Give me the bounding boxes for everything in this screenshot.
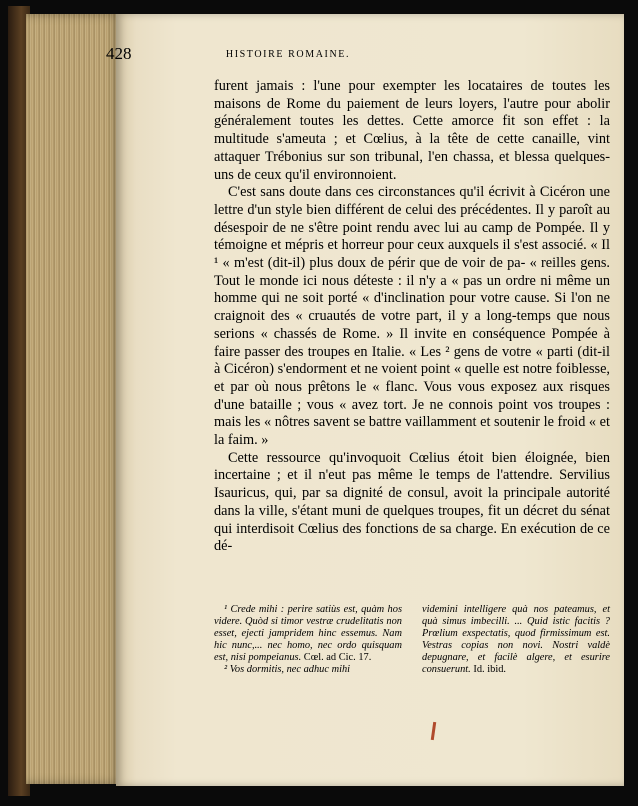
- paragraph: C'est sans doute dans ces circonstances qu'il écrivit à Cicéron une lettre d'un style bien différent de celui des précédentes. Il y paroît au désespoir de ne s'être point rendu avec lui au camp de Pompée. Il y témoigne et mépris et horreur pour ceux auxquels il s'est associé. « Il ¹ « m'est (dit-il) plus doux de périr que de voir de pa- « reilles gens. Tout le monde ici nous déteste : il n'y a « pas un ordre ni même un homme qui ne soit porté « d'inclination pour votre cause. Si l'on ne craignoit des « cruautés de votre part, il y a long-temps que nous serions « chassés de Rome. » Il invite en conséquence Pompée à faire passer des troupes en Italie. « Les ² gens de votre « parti (dit-il à Cicéron) s'endorment et ne voient point « quelle est notre foiblesse, et par où nous prêtons le « flanc. Vous vous exposez aux risques d'une bataille ; vous « avez tort. Je ne connois point vos troupes : mais les « nôtres savent se battre vaillamment et soutenir le froid « et la faim. »: [214, 184, 610, 449]
- running-title: HISTOIRE ROMAINE.: [225, 49, 351, 60]
- footnote-text: ¹ Crede mihi : perire satiùs est, quàm hos videre. Quòd si timor vestræ crudelitatis non esset, ejecti jampridem hinc essemus. Nam hic nunc,... nec homo, nec ordo quisquam est, nisi pompeianus.: [214, 604, 402, 664]
- page-block-edge: [26, 14, 122, 784]
- paragraph: furent jamais : l'une pour exempter les locataires de toutes les maisons de Rome du paiement de leurs loyers, l'autre pour abolir généralement toutes les dettes. Cette amorce fit son effet : la multitude s'ameuta ; et Cœlius, à la tête de cette canaille, vint attaquer Trébonius sur son tribunal, l'en chassa, et blessa quelques-uns de ceux qu'il environnoient.: [214, 78, 610, 183]
- page-number: 428: [106, 44, 132, 63]
- footnote-text: videmini intelligere quà nos pateamus, et quà simus imbecilli. ... Quid istic facitis ? Prœlium exspectatis, quod firmissimum est. Vestras copias non novi. Nostri valdè depugnare, et facilè algere, et esurire consuerunt.: [422, 604, 610, 676]
- footnote: ² Vos dormitis, nec adhuc mihi: [224, 664, 351, 676]
- footnote-column-right: [422, 604, 610, 677]
- footnote: [214, 604, 402, 664]
- page-header: [106, 44, 470, 70]
- paragraph: Cette ressource qu'invoquoit Cœlius étoit bien éloignée, bien incertaine ; et il n'eut pas même le temps de l'attendre. Servilius Isauricus, qui, par sa dignité de consul, avoit la principale autorité dans la ville, s'étant muni de quelques troupes, fit un décret du sénat qui interdisoit Cœlius des fonctions de sa charge. En exécution de ce dé-: [214, 449, 610, 555]
- footnote-continuation: [422, 604, 610, 677]
- main-text: [214, 78, 610, 556]
- footnote-reference: Cœl. ad Cic. 17.: [303, 652, 372, 664]
- footnote-reference: Id. ibid.: [473, 664, 507, 676]
- footnote-column-left: [214, 604, 402, 677]
- footnotes: [214, 604, 610, 724]
